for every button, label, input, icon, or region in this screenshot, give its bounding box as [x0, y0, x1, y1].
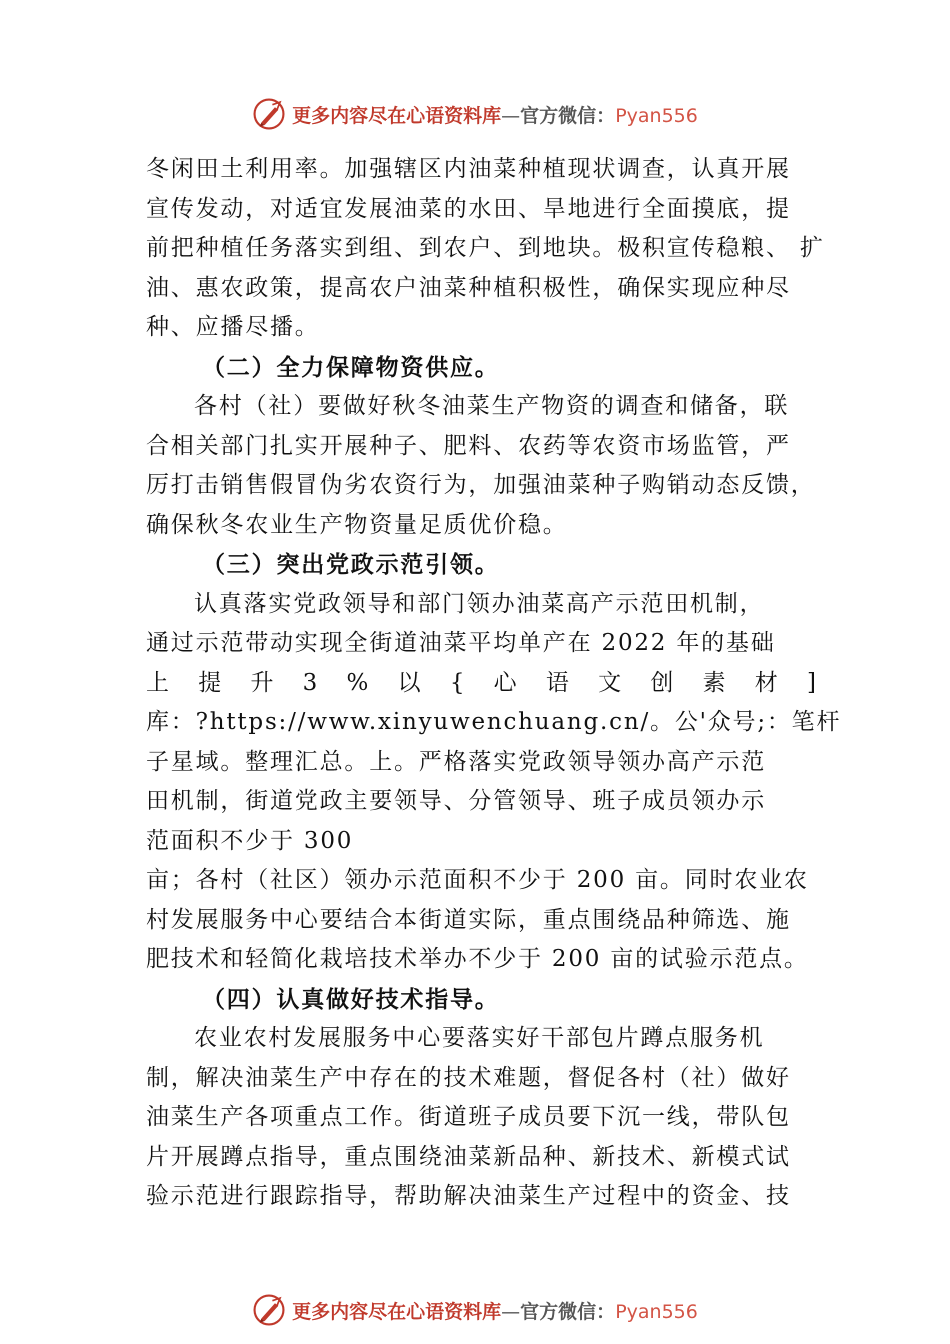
spread-text-line: [146, 664, 816, 704]
text-line: 片开展蹲点指导，重点围绕油菜新品种、新技术、新模式试: [146, 1143, 791, 1170]
text-line: 厉打击销售假冒伪劣农资行为，加强油菜种子购销动态反馈，: [146, 472, 816, 498]
section-heading-2: （二）全力保障物资供应。: [202, 353, 500, 381]
text-line: 村发展服务中心要结合本街道实际，重点围绕品种筛选、施: [146, 906, 791, 933]
text-line: 前把种植任务落实到组、到农户、到地块。极积宣传稳粮、 扩: [146, 235, 825, 261]
spread-char: 材: [754, 669, 778, 696]
section-heading-4: （四）认真做好技术指导。: [202, 985, 500, 1013]
text-line: 油、惠农政策，提高农户油菜种植积极性，确保实现应种尽: [146, 274, 791, 301]
spread-char: 文: [598, 669, 622, 696]
pen-logo-icon: [252, 1293, 286, 1327]
header-wechat-id: Pyan556: [615, 104, 698, 127]
text-line: 验示范进行跟踪指导，帮助解决油菜生产过程中的资金、技: [146, 1183, 791, 1209]
spread-char: 心: [493, 669, 517, 696]
text-line: 田机制，街道党政主要领导、分管领导、班子成员领办示: [146, 788, 766, 814]
spread-char: 以: [397, 669, 421, 696]
spread-char: ]: [806, 669, 816, 696]
spread-char: {: [449, 669, 465, 696]
spread-char: 创: [650, 669, 674, 696]
spread-char: %: [346, 669, 369, 696]
spread-char: 语: [545, 669, 569, 696]
footer-text: [292, 1297, 698, 1324]
text-line: 制，解决油菜生产中存在的技术难题，督促各村（社）做好: [146, 1064, 791, 1091]
text-line: 范面积不少于 300: [146, 827, 354, 854]
pen-logo-icon: [252, 97, 286, 131]
header-banner: [0, 94, 950, 134]
text-line: 子星域。整理汇总。上。严格落实党政领导领办高产示范: [146, 748, 766, 775]
header-official: 官方微信：: [520, 104, 616, 127]
footer-dash: —: [501, 1300, 521, 1323]
text-line: 确保秋冬农业生产物资量足质优价稳。: [146, 511, 568, 538]
text-line: 各村（社）要做好秋冬油菜生产物资的调查和储备，联: [194, 393, 790, 419]
header-dash: —: [501, 104, 521, 127]
footer-wechat-id: Pyan556: [615, 1300, 698, 1323]
text-line: 通过示范带动实现全街道油菜平均单产在 2022 年的基础: [146, 630, 776, 656]
text-line: 认真落实党政领导和部门领办油菜高产示范田机制，: [194, 590, 765, 617]
text-line: 宣传发动，对适宜发展油菜的水田、旱地进行全面摸底，提: [146, 195, 791, 222]
spread-char: 上: [146, 669, 169, 696]
footer-banner: [0, 1290, 950, 1330]
text-line: 油菜生产各项重点工作。街道班子成员要下沉一线，带队包: [146, 1104, 791, 1130]
text-line: 亩；各村（社区）领办示范面积不少于 200 亩。同时农业农: [146, 867, 809, 893]
text-line: 种、应播尽播。: [146, 314, 320, 340]
header-text: [292, 101, 698, 128]
text-line: 合相关部门扎实开展种子、肥料、农药等农资市场监管，严: [146, 432, 791, 459]
spread-char: 3: [302, 669, 318, 696]
header-lead: 更多内容尽在心语资料库: [292, 104, 502, 127]
footer-lead: 更多内容尽在心语资料库: [292, 1300, 502, 1323]
spread-char: 升: [250, 669, 274, 696]
text-line: 库：?https://www.xinyuwenchuang.cn/。公'众号;：笔杆: [146, 709, 842, 735]
section-heading-3: （三）突出党政示范引领。: [202, 551, 500, 578]
text-line: 肥技术和轻简化栽培技术举办不少于 200 亩的试验示范点。: [146, 946, 809, 972]
footer-official: 官方微信：: [520, 1300, 616, 1323]
text-line: 冬闲田土利用率。加强辖区内油菜种植现状调查，认真开展: [146, 156, 791, 182]
spread-char: 提: [198, 669, 222, 696]
spread-char: 素: [702, 669, 726, 696]
document-body: [146, 150, 842, 1217]
text-line: 农业农村发展服务中心要落实好干部包片蹲点服务机: [194, 1025, 765, 1051]
